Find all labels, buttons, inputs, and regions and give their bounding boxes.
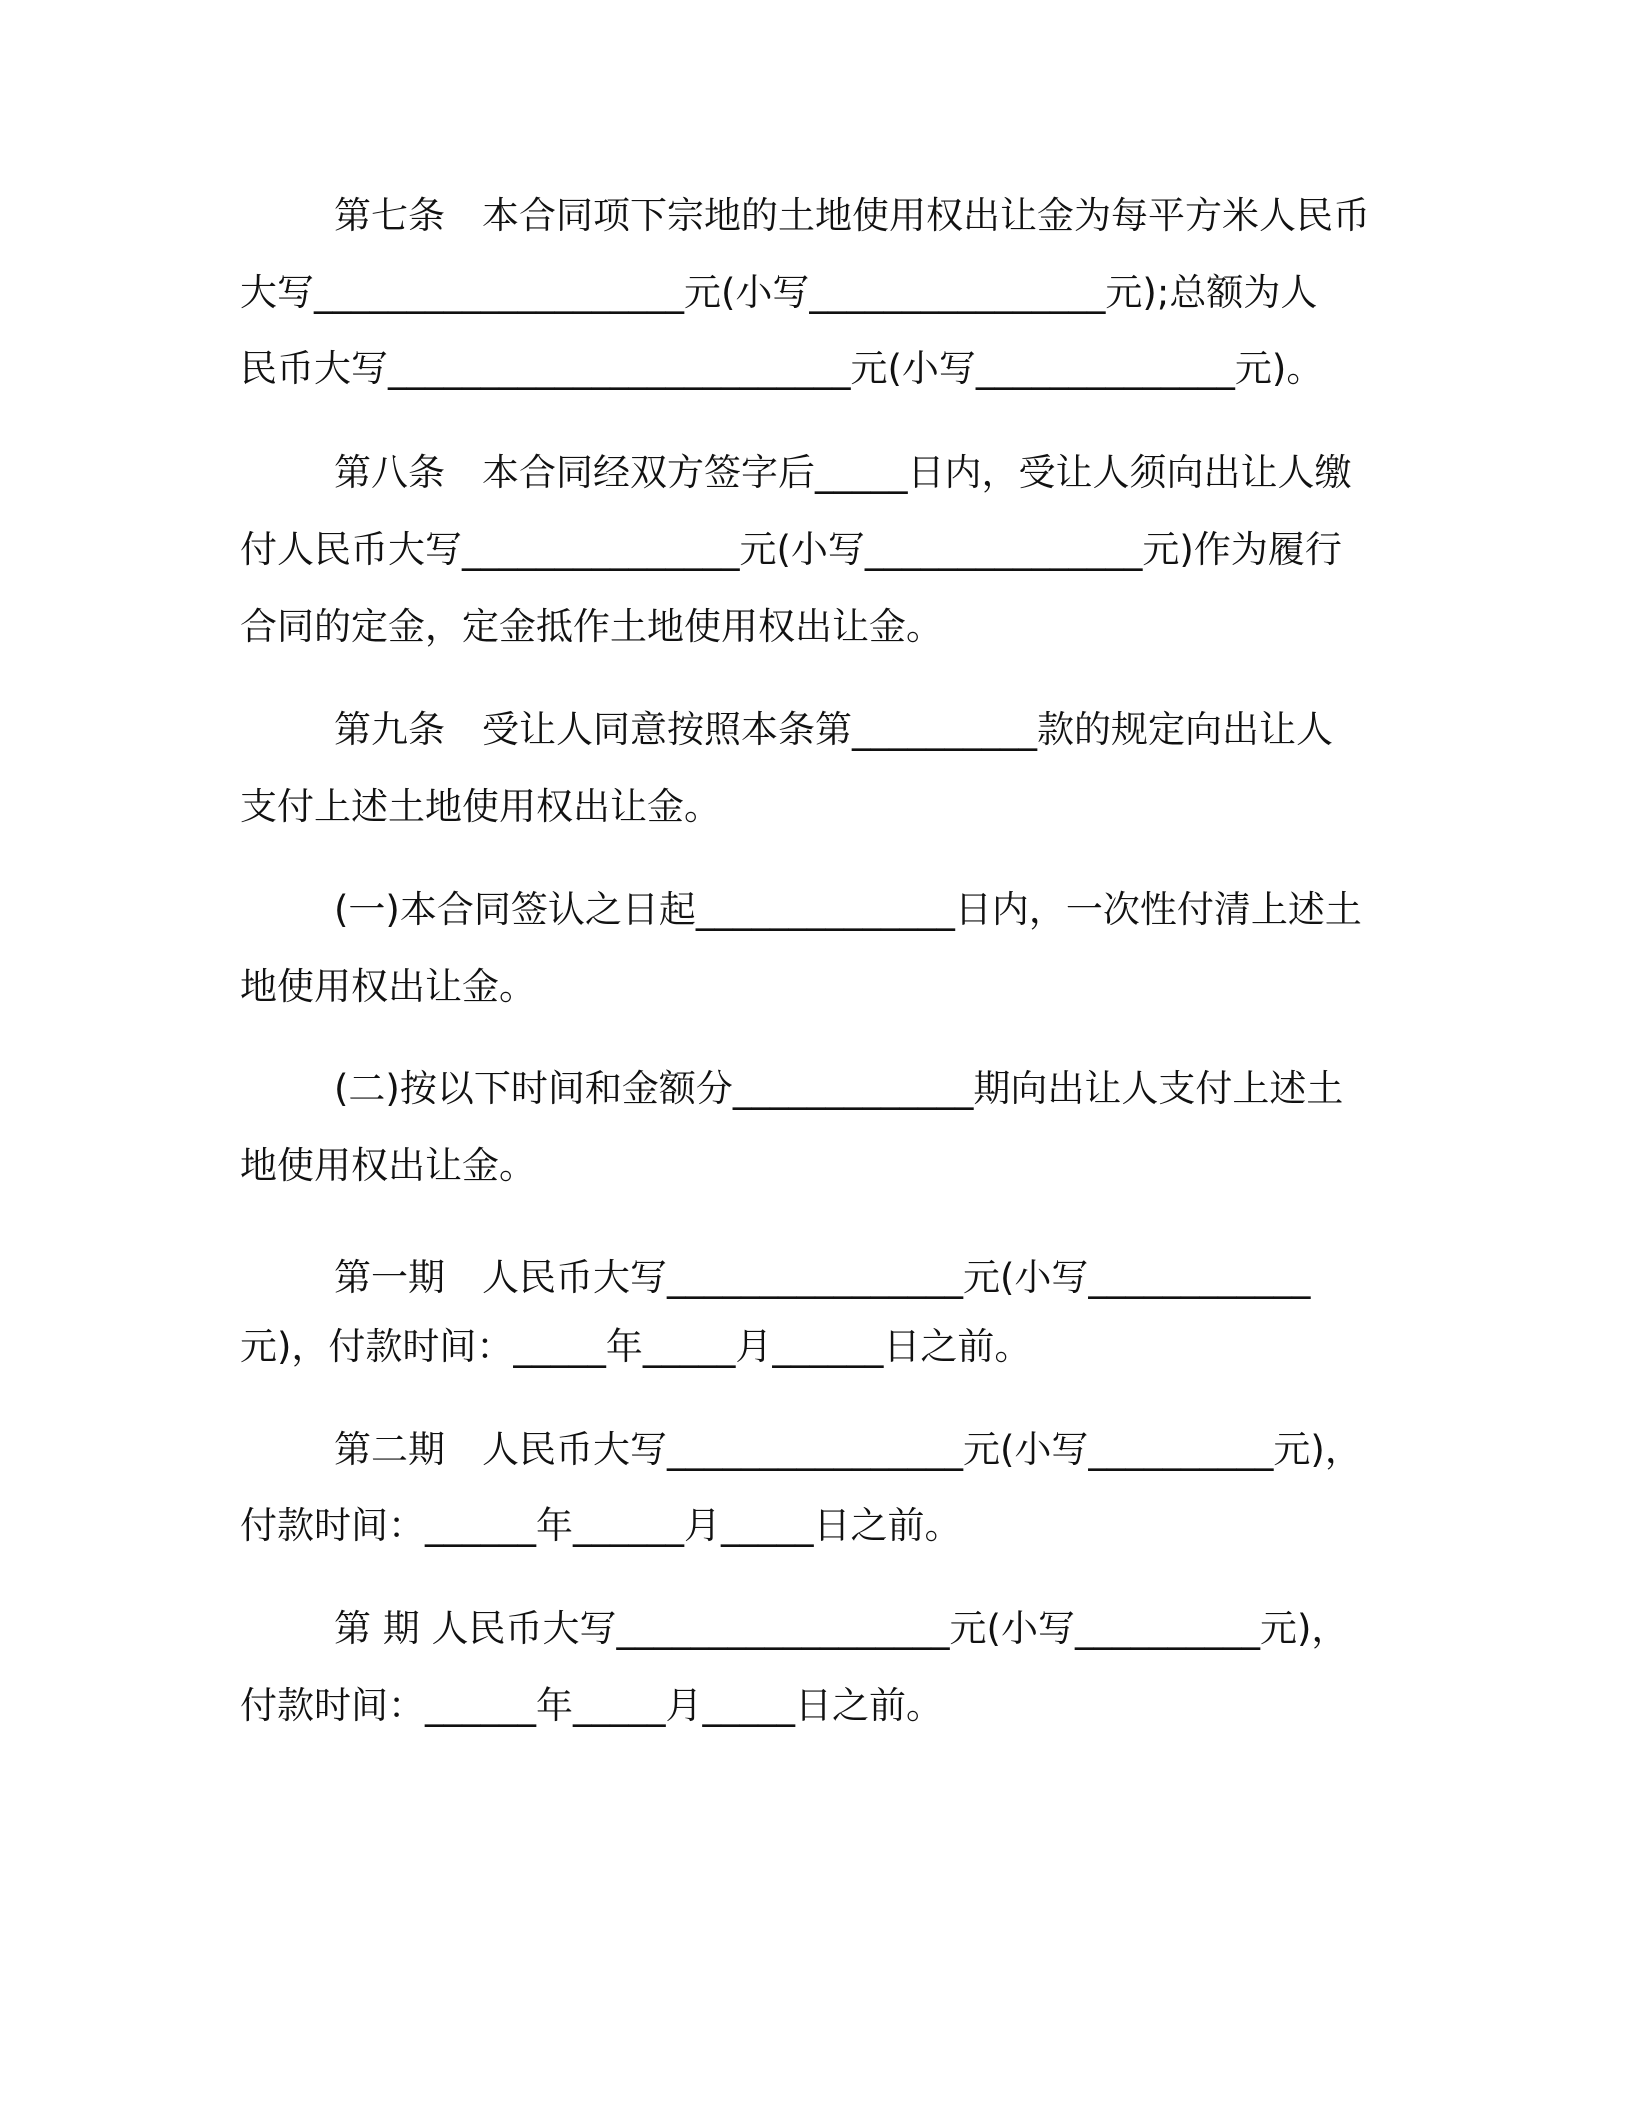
clause-1-line-1: (一)本合同签认之日起______________日内，一次性付清上述土 [334, 888, 1362, 931]
period-1-line-2: 元)，付款时间：_____年_____月______日之前。 [240, 1325, 1032, 1368]
clause-1-line-2: 地使用权出让金。 [240, 965, 536, 1008]
period-n-line-1: 第 期 人民币大写__________________元(小写__________元)， [334, 1607, 1349, 1650]
article-7-line-1: 第七条 本合同项下宗地的土地使用权出让金为每平方米人民币 [334, 194, 1370, 237]
clause-2-line-1: (二)按以下时间和金额分_____________期向出让人支付上述土 [334, 1067, 1344, 1110]
article-8-line-1: 第八条 本合同经双方签字后_____日内，受让人须向出让人缴 [334, 451, 1352, 494]
article-7-line-2: 大写____________________元(小写________________元);总额为人 [240, 271, 1318, 314]
period-1-line-1: 第一期 人民币大写________________元(小写____________ [334, 1256, 1311, 1299]
period-2-line-1: 第二期 人民币大写________________元(小写__________元)， [334, 1428, 1362, 1471]
article-9-line-1: 第九条 受让人同意按照本条第__________款的规定向出让人 [334, 708, 1333, 751]
clause-2-line-2: 地使用权出让金。 [240, 1144, 536, 1187]
article-9-line-2: 支付上述土地使用权出让金。 [240, 785, 721, 828]
period-2-line-2: 付款时间：______年______月_____日之前。 [240, 1504, 962, 1547]
article-7-line-3: 民币大写_________________________元(小写______________元)。 [240, 347, 1324, 390]
article-8-line-3: 合同的定金，定金抵作土地使用权出让金。 [240, 605, 943, 648]
period-n-line-2: 付款时间：______年_____月_____日之前。 [240, 1684, 943, 1727]
article-8-line-2: 付人民币大写_______________元(小写_______________元)作为履行 [240, 528, 1342, 571]
